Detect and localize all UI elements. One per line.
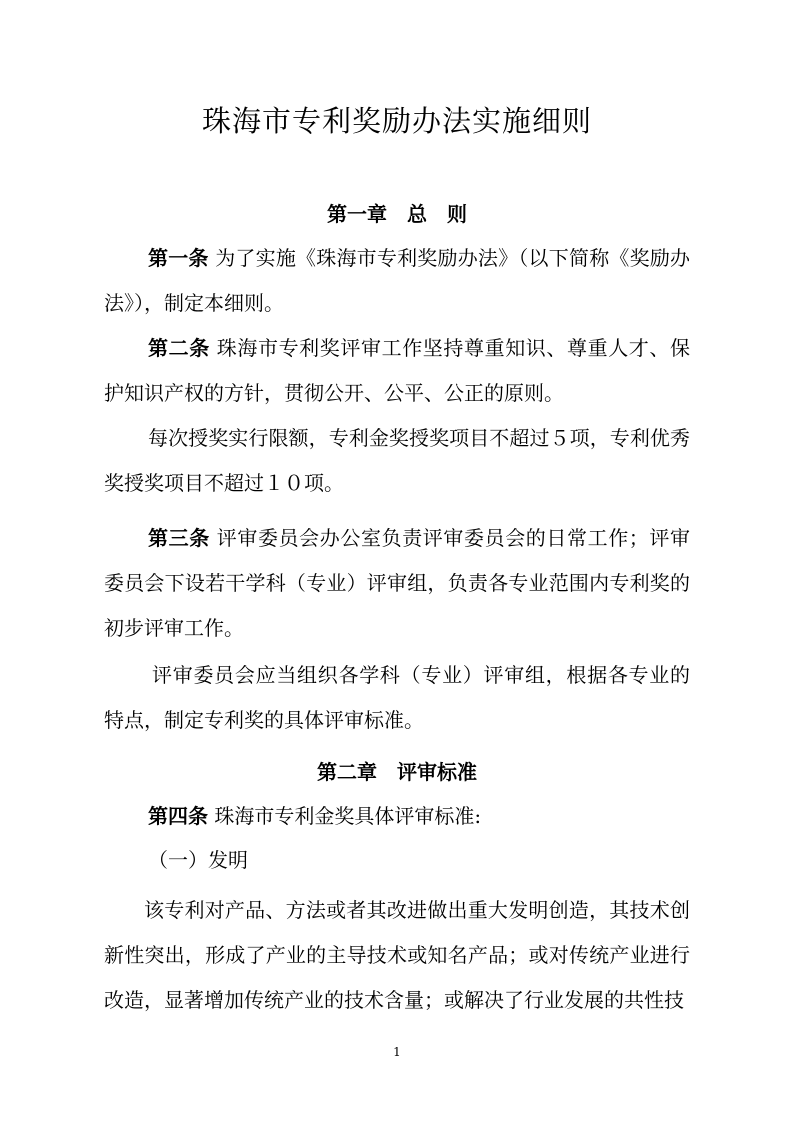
article-2-label: 第二条 [148,336,210,360]
article-4-label: 第四条 [148,804,208,828]
chapter-2-label: 第二章 [317,760,377,784]
chapter-2-name: 评审标准 [397,760,477,784]
article-2-text: 珠海市专利奖评审工作坚持尊重知识、尊重人才、保护知识产权的方针，贯彻公开、公平、公正的原则。 [104,336,691,405]
article-4-item-1-text: 该专利对产品、方法或者其改进做出重大发明创造，其技术创新性突出，形成了产业的主导技术或知名产品；或对传统产业进行改造，显著增加传统产业的技术含量；或解决了行业发展的共性技 [104,898,690,1012]
article-1-label: 第一条 [148,246,209,270]
chapter-1-name: 总 则 [407,202,467,226]
article-2-paragraph-2: 每次授奖实行限额，专利金奖授奖项目不超过５项，专利优秀奖授奖项目不超过１０项。 [104,426,690,495]
page-number: 1 [393,1045,401,1059]
chapter-1-label: 第一章 [327,202,387,226]
article-3-text: 评审委员会办公室负责评审委员会的日常工作；评审委员会下设若干学科（专业）评审组，负责各专业范围内专利奖的初步评审工作。 [104,526,691,640]
article-3-paragraph-2: 评审委员会应当组织各学科（专业）评审组，根据各专业的特点，制定专利奖的具体评审标准。 [104,663,690,732]
article-3-label: 第三条 [148,526,210,550]
document-title: 珠海市专利奖励办法实施细则 [201,104,592,138]
article-1-text: 为了实施《珠海市专利奖励办法》（以下简称《奖励办法》），制定本细则。 [104,246,691,315]
chapter-1-heading [0,199,794,229]
article-3 [104,516,690,651]
article-4 [104,794,690,839]
chapter-2-heading [0,757,794,787]
article-1 [104,236,690,326]
article-4-text: 珠海市专利金奖具体评审标准: [214,804,482,828]
article-2 [104,326,690,416]
article-4-item-1: （一）发明 [148,848,248,872]
